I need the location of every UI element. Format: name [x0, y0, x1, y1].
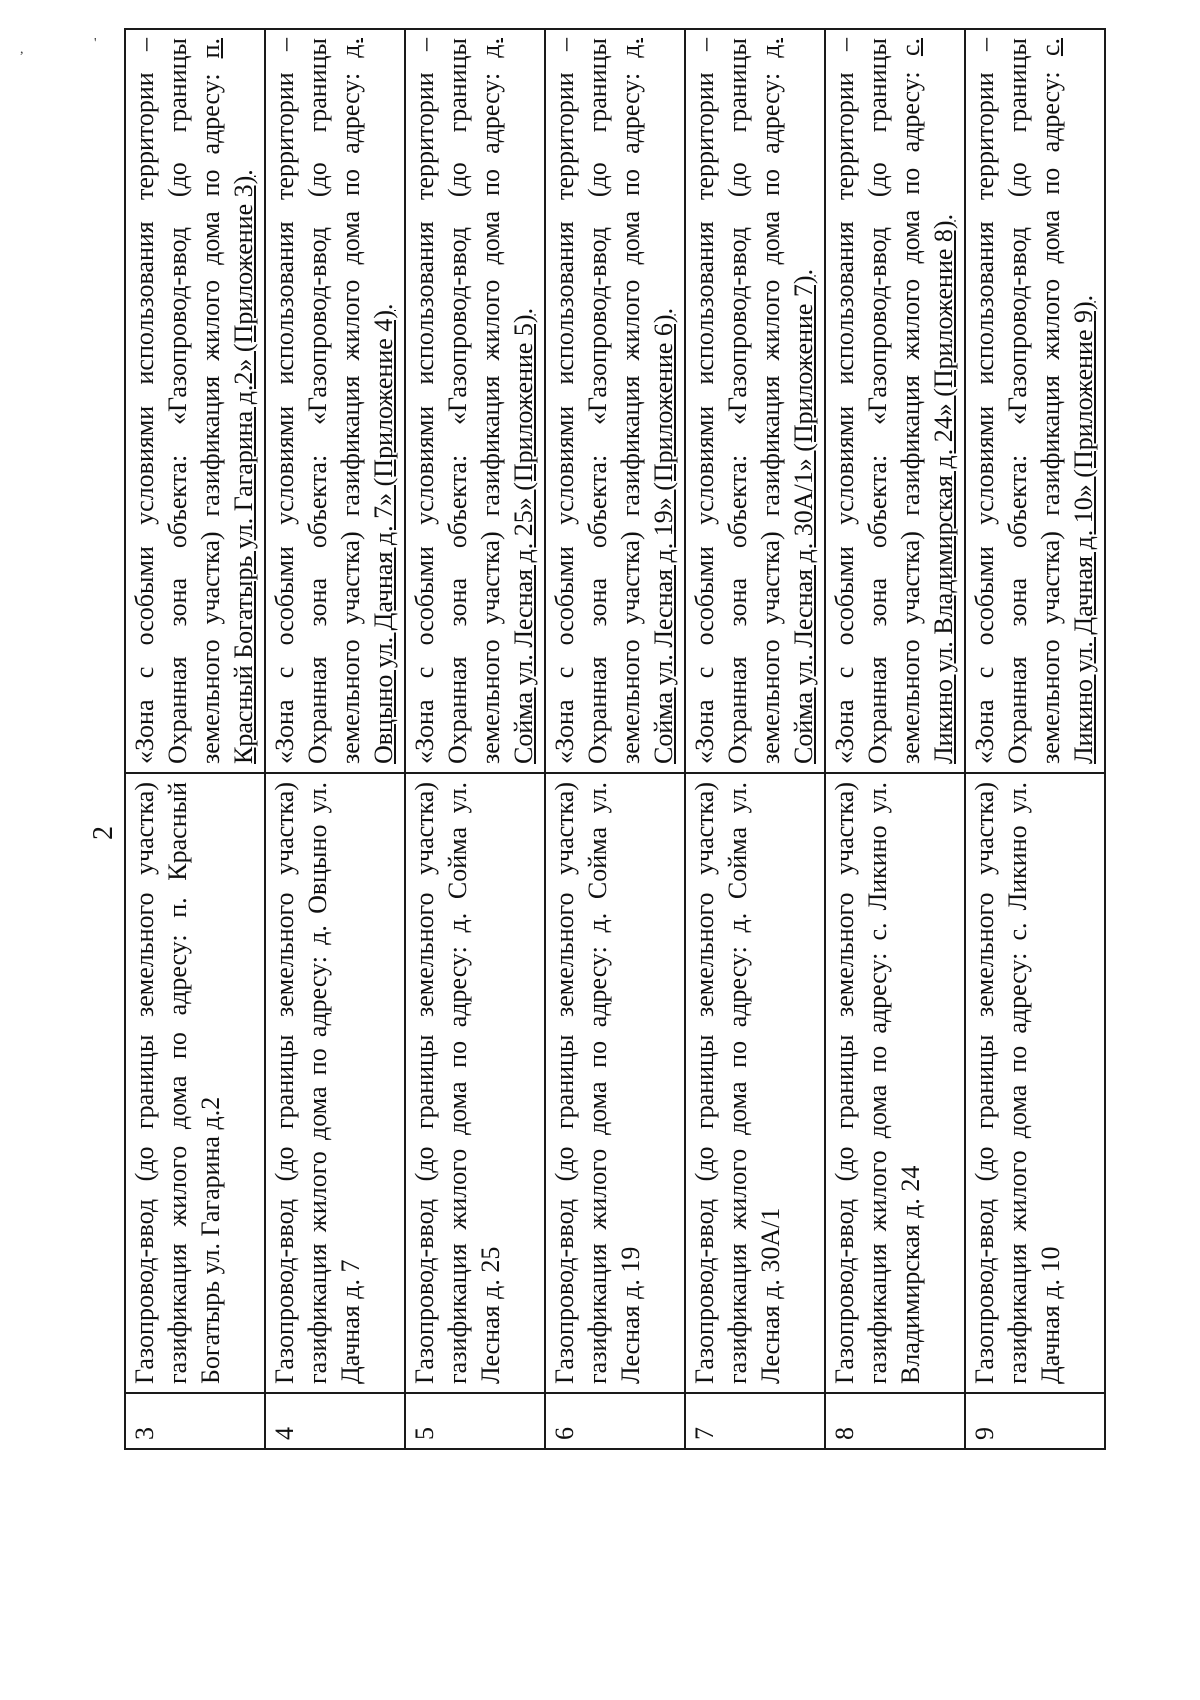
zone-text: «Зона с особыми условиями использования территории – Охранная зона объекта: «Газопровод-ввод (до границы земельного участка) газификация жилого дома по адресу: [410, 38, 505, 764]
row-number: 6 [545, 1393, 685, 1449]
row-number: 7 [685, 1393, 825, 1449]
zone-end: . [789, 268, 818, 276]
zone-description [405, 29, 545, 773]
zone-address-underlined: п. Красный Богатырь ул. Гагарина д.2» (Приложение 3) [196, 38, 258, 764]
object-description: Газопровод-ввод (до границы земельного участка) газификация жилого дома по адресу: д. Сойма ул. Лесная д. 30А/1 [685, 773, 825, 1393]
zones-table [124, 28, 1106, 1450]
zone-text: «Зона с особыми условиями использования территории – Охранная зона объекта: «Газопровод-ввод (до границы земельного участка) газификация жилого дома по адресу: [690, 38, 785, 764]
table-row [265, 29, 405, 1449]
zone-address-underlined: д. Овцыно ул. Дачная д. 7» (Приложение 4) [336, 38, 398, 764]
row-number: 9 [965, 1393, 1105, 1449]
object-description: Газопровод-ввод (до границы земельного участка) газификация жилого дома по адресу: д. Сойма ул. Лесная д. 19 [545, 773, 685, 1393]
zone-description [545, 29, 685, 773]
table-row [825, 29, 965, 1449]
row-number: 5 [405, 1393, 545, 1449]
table-row [545, 29, 685, 1449]
zone-text: «Зона с особыми условиями использования территории – Охранная зона объекта: «Газопровод-ввод (до границы земельного участка) газификация жилого дома по адресу: [270, 38, 365, 764]
zone-description [125, 29, 265, 773]
zone-address-underlined: с. Ликино ул. Владимирская д. 24» (Приложение 8) [896, 38, 958, 764]
zone-end: . [229, 169, 258, 176]
row-number: 8 [825, 1393, 965, 1449]
zone-description [965, 29, 1105, 773]
row-number: 4 [265, 1393, 405, 1449]
rotated-page [0, 10, 1200, 1690]
scan-speck: ' [94, 36, 97, 51]
row-number: 3 [125, 1393, 265, 1449]
zone-description [265, 29, 405, 773]
zone-address-underlined: д. Сойма ул. Лесная д. 19» (Приложение 6) [616, 38, 678, 764]
object-description: Газопровод-ввод (до границы земельного участка) газификация жилого дома по адресу: п. Красный Богатырь ул. Гагарина д.2 [125, 773, 265, 1393]
zone-address-underlined: д. Сойма ул. Лесная д. 25» (Приложение 5) [476, 38, 538, 764]
zone-text: «Зона с особыми условиями использования территории – Охранная зона объекта: «Газопровод-ввод (до границы земельного участка) газификация жилого дома по адресу: [830, 38, 925, 764]
table-row [685, 29, 825, 1449]
table-row [125, 29, 265, 1449]
zone-end: . [649, 307, 678, 315]
zone-text: «Зона с особыми условиями использования территории – Охранная зона объекта: «Газопровод-ввод (до границы земельного участка) газификация жилого дома по адресу: [970, 38, 1065, 764]
zone-description [825, 29, 965, 773]
zone-text: «Зона с особыми условиями использования территории – Охранная зона объекта: «Газопровод-ввод (до границы земельного участка) газификация жилого дома по адресу: [550, 38, 645, 764]
page-number: 2 [88, 826, 119, 840]
table-row [405, 29, 545, 1449]
zone-end: . [929, 213, 958, 221]
scan-speck: , [20, 42, 24, 57]
table-row [965, 29, 1105, 1449]
zone-address-underlined: с. Ликино ул. Дачная д. 10» (Приложение 9) [1036, 38, 1098, 764]
zone-text: «Зона с особыми условиями использования территории – Охранная зона объекта: «Газопровод-ввод (до границы земельного участка) газификация жилого дома по адресу: [130, 38, 225, 764]
zone-description [685, 29, 825, 773]
object-description: Газопровод-ввод (до границы земельного участка) газификация жилого дома по адресу: с. Ликино ул. Дачная д. 10 [965, 773, 1105, 1393]
object-description: Газопровод-ввод (до границы земельного участка) газификация жилого дома по адресу: с. Ликино ул. Владимирская д. 24 [825, 773, 965, 1393]
zone-end: . [369, 303, 398, 310]
object-description: Газопровод-ввод (до границы земельного участка) газификация жилого дома по адресу: д. Сойма ул. Лесная д. 25 [405, 773, 545, 1393]
zone-end: . [509, 307, 538, 315]
zone-address-underlined: д. Сойма ул. Лесная д. 30А/1» (Приложение 7) [756, 38, 818, 764]
zone-end: . [1069, 294, 1098, 302]
object-description: Газопровод-ввод (до границы земельного участка) газификация жилого дома по адресу: д. Овцыно ул. Дачная д. 7 [265, 773, 405, 1393]
